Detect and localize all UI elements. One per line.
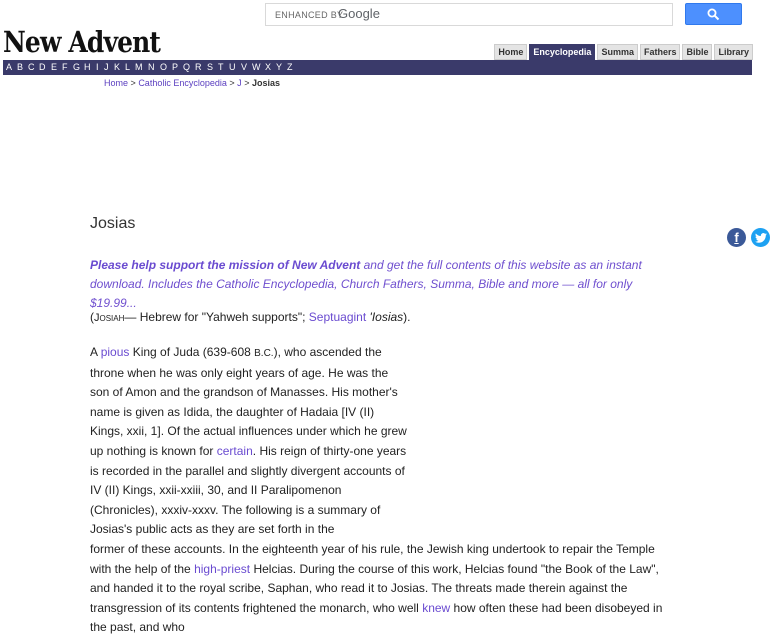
az-letter-k[interactable]: K: [114, 62, 121, 72]
search-enhanced-label: ENHANCED BY: [275, 10, 344, 20]
alphabet-bar: [3, 60, 752, 75]
az-letter-h[interactable]: H: [84, 62, 91, 72]
paragraph-text: how often these had been disobeyed in the past, and who: [90, 600, 663, 635]
top-nav: [494, 44, 753, 60]
az-letter-w[interactable]: W: [252, 62, 261, 72]
breadcrumb-letter[interactable]: J: [237, 78, 242, 88]
certain-link[interactable]: certain: [216, 443, 253, 458]
paragraph-narrow: [90, 343, 408, 540]
nav-library[interactable]: Library: [714, 44, 753, 60]
intro-greek: 'Iosias: [366, 310, 404, 324]
az-letter-y[interactable]: Y: [276, 62, 283, 72]
intro-close: ).: [403, 310, 411, 324]
high-priest-link[interactable]: high-priest: [194, 561, 251, 576]
az-letter-c[interactable]: C: [28, 62, 35, 72]
az-letter-q[interactable]: Q: [183, 62, 191, 72]
breadcrumb-sep: >: [244, 78, 250, 88]
az-letter-u[interactable]: U: [229, 62, 236, 72]
intro-open: (: [90, 310, 94, 324]
az-letter-p[interactable]: P: [172, 62, 179, 72]
page-title: Josias: [90, 215, 136, 232]
az-letter-t[interactable]: T: [218, 62, 224, 72]
knew-link[interactable]: knew: [422, 600, 451, 615]
breadcrumb-current: Josias: [251, 78, 280, 88]
az-letter-e[interactable]: E: [51, 62, 58, 72]
az-letter-j[interactable]: J: [104, 62, 109, 72]
paragraph-text: former of these accounts. In the eighteenth year of his rule, the Jewish king undertook to repair the Temple with the help of the: [90, 541, 655, 576]
intro-hebrew: — Hebrew for "Yahweh supports";: [124, 310, 309, 324]
az-letter-n[interactable]: N: [148, 62, 155, 72]
pious-link[interactable]: pious: [100, 345, 130, 359]
az-letter-x[interactable]: X: [265, 62, 272, 72]
nav-bible[interactable]: Bible: [682, 44, 712, 60]
search-button[interactable]: [685, 3, 742, 25]
intro-josiah: Josiah: [94, 312, 125, 324]
az-letter-i[interactable]: I: [96, 62, 99, 72]
support-banner: [90, 256, 668, 313]
search-icon: [707, 8, 720, 21]
nav-fathers[interactable]: Fathers: [640, 44, 681, 60]
paragraph-text: Helcias. During the course of this work, Helcias found "the Book of the Law", and handed it to the royal scribe, Saphan, who read it to Josias. The threats made therein against the transgression of its contents frightened the monarch, who well: [90, 561, 659, 615]
breadcrumb: [104, 78, 280, 88]
az-letter-m[interactable]: M: [135, 62, 143, 72]
az-letter-o[interactable]: O: [160, 62, 168, 72]
nav-encyclopedia[interactable]: Encyclopedia: [529, 44, 595, 60]
search-input[interactable]: [391, 6, 665, 25]
az-letter-l[interactable]: L: [125, 62, 131, 72]
google-logo: Google: [338, 6, 380, 21]
breadcrumb-sep: >: [229, 78, 235, 88]
support-link[interactable]: Please help support the mission of New Advent: [90, 258, 361, 272]
az-letter-v[interactable]: V: [241, 62, 248, 72]
facebook-icon[interactable]: f: [727, 228, 746, 247]
support-text[interactable]: and get the full contents of this website as an instant download. Includes the Catholic Encyclopedia, Church Fathers, Summa, Bible and more — all for only $19.99...: [90, 258, 642, 310]
site-logo[interactable]: New Advent: [3, 25, 161, 59]
nav-home[interactable]: Home: [494, 44, 527, 60]
breadcrumb-encyclopedia[interactable]: Catholic Encyclopedia: [138, 78, 227, 88]
breadcrumb-sep: >: [130, 78, 136, 88]
az-letter-f[interactable]: F: [62, 62, 68, 72]
az-letter-a[interactable]: A: [6, 62, 13, 72]
twitter-icon[interactable]: [751, 228, 770, 247]
az-letter-d[interactable]: D: [39, 62, 46, 72]
paragraph-text: King of Juda (639-608: [129, 345, 255, 359]
az-letter-z[interactable]: Z: [287, 62, 293, 72]
paragraph-text: ), who ascended the throne when he was only eight years of age. He was the son of Amon and the grandson of Manasses. His mother's name is given as Idida, the daughter of Hadaia [IV (II) Kings, xxii, 1]. Of the actual influences under which he grew up nothing is known for: [90, 345, 407, 458]
az-letter-s[interactable]: S: [207, 62, 214, 72]
paragraph-text: . His reign of thirty-one years is recorded in the parallel and slightly divergent accounts of IV (II) Kings, xxii-xxiii, 30, and II Paralipomenon (Chronicles), xxxiv-xxxv. The following is a summary of Josias's public acts as they are set forth in the: [90, 443, 407, 537]
az-letter-b[interactable]: B: [17, 62, 24, 72]
nav-summa[interactable]: Summa: [597, 44, 638, 60]
az-letter-g[interactable]: G: [73, 62, 81, 72]
article-paragraph: [90, 343, 670, 638]
az-letter-r[interactable]: R: [195, 62, 202, 72]
septuagint-link[interactable]: Septuagint: [308, 310, 367, 324]
paragraph-text: A: [90, 345, 101, 359]
search-box[interactable]: [265, 3, 673, 26]
breadcrumb-home[interactable]: Home: [104, 78, 129, 88]
article-intro: [90, 310, 411, 324]
bc-abbr: B.C.: [254, 348, 274, 359]
